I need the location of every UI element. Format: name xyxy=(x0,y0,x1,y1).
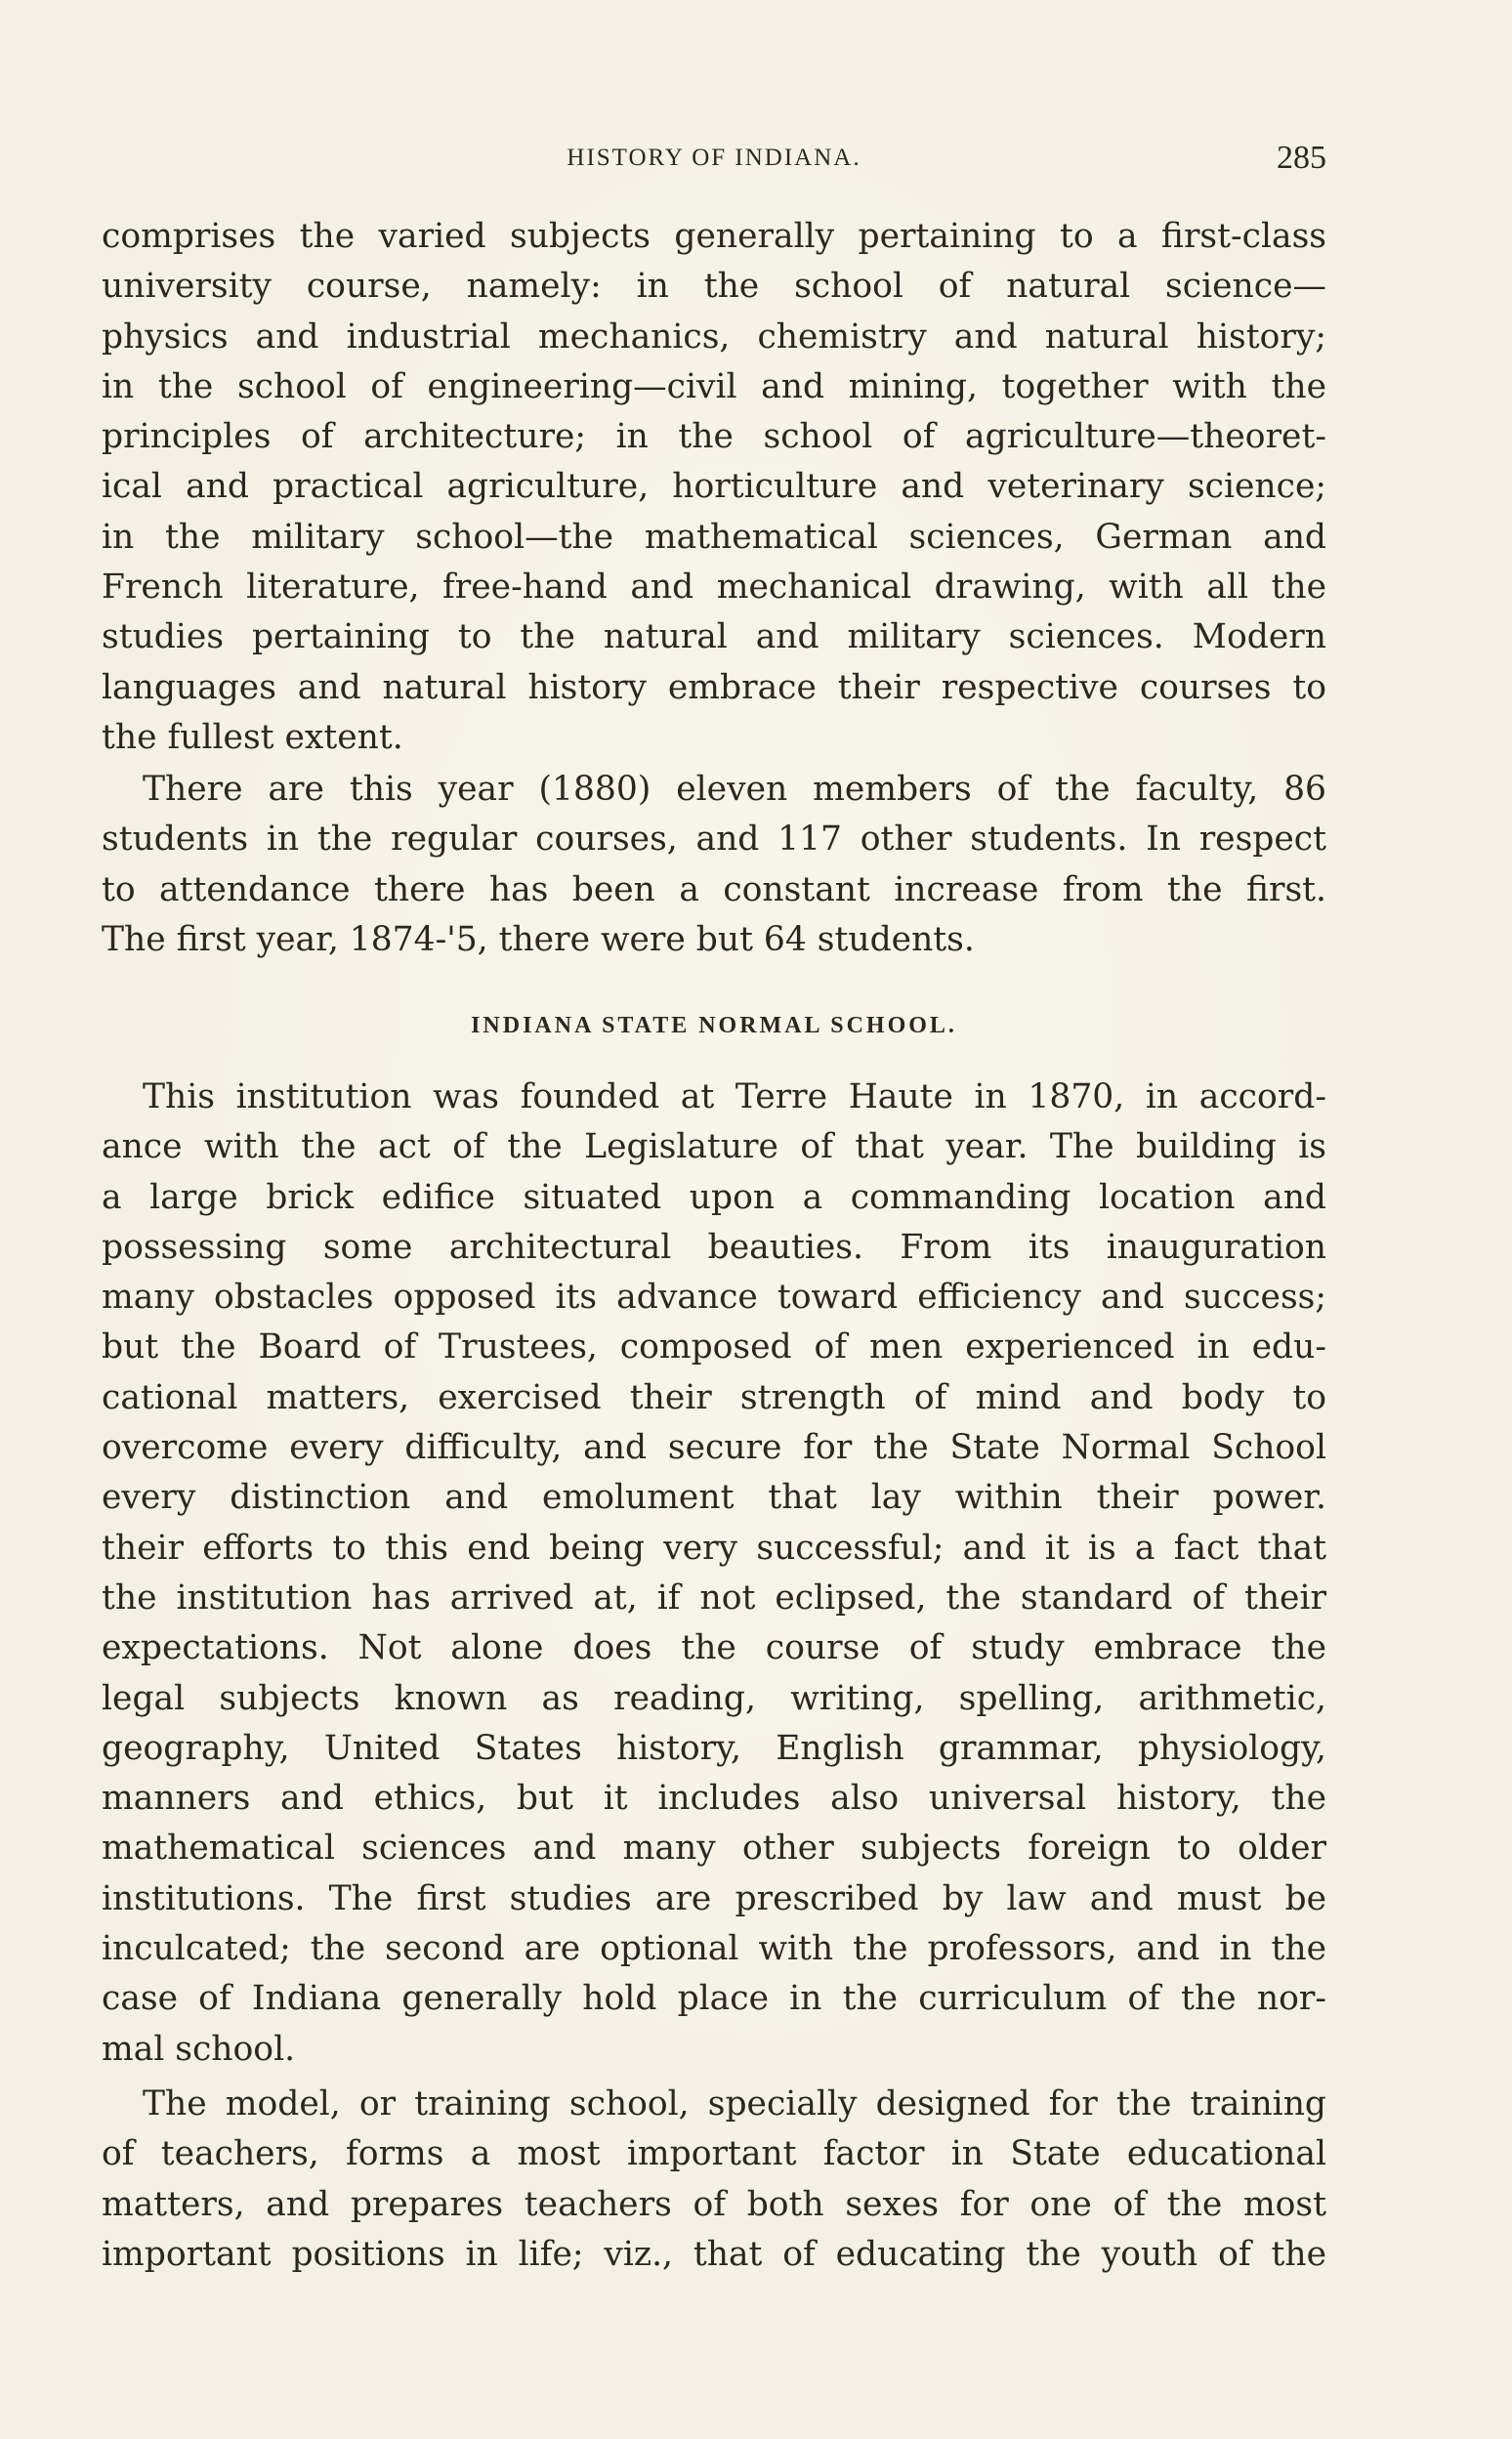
text-line: The first year, 1874-'5, there were but 64 students. xyxy=(102,919,975,959)
section-heading: INDIANA STATE NORMAL SCHOOL. xyxy=(471,1013,957,1038)
text-line: but the Board of Trustees, composed of men experienced in edu- xyxy=(102,1327,1326,1367)
paragraph-normal-school xyxy=(102,1072,1326,2075)
text-line: There are this year (1880) eleven members of the faculty, 86 xyxy=(143,770,1326,809)
text-line: principles of architecture; in the school of agriculture—theoret- xyxy=(102,417,1326,457)
text-line: important positions in life; viz., that of educating the youth of the xyxy=(102,2234,1326,2274)
text-line: French literature, free-hand and mechanical drawing, with all the xyxy=(102,568,1326,608)
text-line: mathematical sciences and many other subjects foreign to older xyxy=(102,1829,1326,1869)
paragraph-university-courses xyxy=(102,212,1326,763)
text-line: legal subjects known as reading, writing, spelling, arithmetic, xyxy=(102,1678,1326,1718)
text-line: students in the regular courses, and 117 other students. In respect xyxy=(102,820,1326,860)
text-line: ical and practical agriculture, horticulture and veterinary science; xyxy=(102,467,1326,507)
text-line: case of Indiana generally hold place in the curriculum of the nor- xyxy=(102,1979,1326,2019)
text-line: a large brick edifice situated upon a commanding location and xyxy=(102,1177,1326,1217)
text-line: matters, and prepares teachers of both sexes for one of the most xyxy=(102,2184,1326,2224)
text-line: university course, namely: in the school of natural science— xyxy=(102,267,1326,307)
text-line: every distinction and emolument that lay within their power. xyxy=(102,1478,1326,1518)
text-line: physics and industrial mechanics, chemistry and natural history; xyxy=(102,316,1326,357)
text-line: expectations. Not alone does the course of study embrace the xyxy=(102,1628,1326,1668)
text-line: in the school of engineering—civil and mining, together with the xyxy=(102,366,1326,406)
text-line: to attendance there has been a constant increase from the first. xyxy=(102,869,1326,909)
text-line: in the military school—the mathematical sciences, German and xyxy=(102,517,1326,557)
text-line: comprises the varied subjects generally pertaining to a first-class xyxy=(102,217,1326,256)
text-line: inculcated; the second are optional with the professors, and in the xyxy=(102,1929,1326,1969)
text-line: overcome every difficulty, and secure for the State Normal School xyxy=(102,1428,1326,1468)
text-line: the fullest extent. xyxy=(102,717,403,757)
text-line: mal school. xyxy=(102,2029,296,2069)
text-line: possessing some architectural beauties. From its inauguration xyxy=(102,1227,1326,1267)
paragraph-model-school xyxy=(102,2080,1326,2280)
text-line: the institution has arrived at, if not eclipsed, the standard of their xyxy=(102,1577,1326,1618)
text-line: manners and ethics, but it includes also universal history, the xyxy=(102,1779,1326,1819)
text-line: ance with the act of the Legislature of that year. The building is xyxy=(102,1127,1326,1167)
page-number: 285 xyxy=(1277,140,1326,176)
text-line: cational matters, exercised their strength of mind and body to xyxy=(102,1377,1326,1417)
text-line: their efforts to this end being very successful; and it is a fact that xyxy=(102,1528,1326,1568)
text-line: many obstacles opposed its advance toward efficiency and success; xyxy=(102,1278,1326,1318)
text-line: institutions. The first studies are prescribed by law and must be xyxy=(102,1878,1326,1918)
text-line: languages and natural history embrace their respective courses to xyxy=(102,667,1326,707)
text-line: This institution was founded at Terre Haute in 1870, in accord- xyxy=(143,1077,1326,1116)
text-line: of teachers, forms a most important factor in State educational xyxy=(102,2134,1326,2174)
text-line: The model, or training school, specially designed for the training xyxy=(143,2084,1326,2124)
paragraph-faculty-students xyxy=(102,765,1326,965)
text-line: geography, United States history, English grammar, physiology, xyxy=(102,1728,1326,1768)
running-head xyxy=(102,139,1326,178)
text-line: studies pertaining to the natural and military sciences. Modern xyxy=(102,617,1326,657)
running-title: HISTORY OF INDIANA. xyxy=(567,145,861,171)
